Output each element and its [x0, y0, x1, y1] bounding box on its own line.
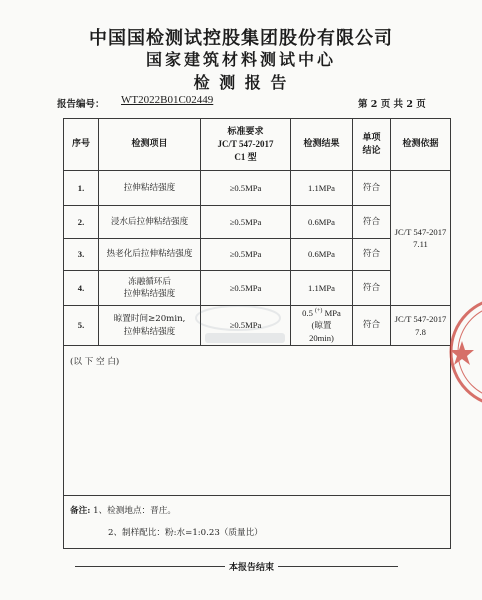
header-standard-line: 标准要求 — [227, 126, 264, 137]
row-item — [99, 171, 201, 206]
table-row — [64, 306, 451, 346]
row-item — [99, 306, 201, 346]
page-info: 第 2 页 共 2 页 — [358, 99, 426, 110]
document-title: 检 测 报 告 — [193, 73, 289, 92]
seal-star-icon — [450, 341, 474, 365]
row-item — [99, 239, 201, 271]
row-conclusion: 符合 — [353, 206, 391, 239]
remark-line — [70, 504, 450, 526]
row-number: 1. — [64, 171, 99, 206]
row-standard: ≥0.5MPa — [201, 271, 291, 306]
remarks-row — [64, 496, 451, 549]
report-number: WT2022B01C02449 — [121, 94, 214, 106]
row-number: 5. — [64, 306, 99, 346]
center-name: 国家建筑材料测试中心 — [145, 50, 336, 69]
end-note: 本报告结束 — [229, 562, 275, 573]
table-header-row — [64, 119, 451, 171]
header-standard-line: JC/T 547-2017 — [217, 139, 274, 150]
row-standard: ≥0.5MPa — [201, 306, 291, 346]
basis-line: 7.11 — [413, 239, 428, 249]
end-rule-left — [75, 566, 225, 567]
company-name: 中国国检测试控股集团股份有限公司 — [89, 28, 393, 49]
row-result: 0.6MPa — [291, 239, 353, 271]
row-item-line: 拉伸粘结强度 — [123, 182, 176, 193]
header-basis: 检测依据 — [391, 119, 451, 171]
row-standard: ≥0.5MPa — [201, 206, 291, 239]
seal-ring — [451, 298, 482, 406]
row-result-superscript: (+) — [315, 308, 323, 315]
remark-text: 2、制样配比：粉:水=1:0.23（质量比） — [108, 528, 263, 538]
row-item-line: 拉伸粘结强度 — [123, 326, 176, 337]
row-standard: ≥0.5MPa — [201, 171, 291, 206]
row-conclusion: 符合 — [353, 171, 391, 206]
remarks-label: 备注: — [70, 506, 91, 516]
row-number: 2. — [64, 206, 99, 239]
row-result: 0.6MPa — [291, 206, 353, 239]
row-result: 1.1MPa — [291, 271, 353, 306]
header-standard-line: C1 型 — [234, 151, 257, 162]
row-item-line: 浸水后拉伸粘结强度 — [110, 216, 189, 227]
row-number: 3. — [64, 239, 99, 271]
report-number-label: 报告编号： — [57, 99, 105, 110]
row-result-note: (晾置 — [311, 320, 332, 331]
header-conclusion-line: 单项 — [362, 132, 381, 143]
row-result-value-line — [291, 307, 352, 319]
row-result: 1.1MPa — [291, 171, 353, 206]
blank-row — [64, 346, 451, 496]
row-item-line: 拉伸粘结强度 — [123, 289, 176, 299]
row-standard: ≥0.5MPa — [201, 239, 291, 271]
row-item-line: 晾置时间≥20min, — [113, 314, 186, 325]
header-conclusion-line: 结论 — [362, 145, 381, 156]
row-result-value: 0.5 — [302, 308, 313, 319]
row-item — [99, 271, 201, 306]
remark-text: 1、检测地点：晋庄。 — [93, 506, 176, 516]
seal-inner-ring — [458, 305, 482, 399]
end-rule-right — [278, 566, 398, 567]
row-item-line: 冻融循环后 — [128, 276, 171, 287]
row-item-line: 热老化后拉伸粘结强度 — [106, 249, 193, 260]
row-result-unit: MPa — [324, 308, 341, 319]
remarks-cell — [64, 496, 451, 549]
row-conclusion: 符合 — [353, 306, 391, 346]
remark-line — [70, 526, 450, 548]
basis-line: JC/T 547-2017 — [394, 226, 447, 237]
row-conclusion: 符合 — [353, 271, 391, 306]
header-no: 序号 — [64, 119, 99, 171]
table-row — [64, 171, 451, 206]
header-standard — [201, 119, 291, 171]
row-conclusion: 符合 — [353, 239, 391, 271]
red-seal — [450, 298, 482, 406]
row-item — [99, 206, 201, 239]
end-of-report — [75, 559, 415, 573]
blank-note: (以 下 空 白) — [64, 346, 451, 496]
header-item: 检测项目 — [99, 119, 201, 171]
row-number: 4. — [64, 271, 99, 306]
basis-group — [391, 171, 451, 306]
basis-group — [391, 306, 451, 346]
header-conclusion — [353, 119, 391, 171]
basis-line: JC/T 547-2017 — [394, 314, 447, 325]
test-results-table — [63, 118, 451, 549]
header-result: 检测结果 — [291, 119, 353, 171]
row-result-note: 20min) — [309, 332, 334, 343]
basis-line: 7.8 — [415, 326, 426, 337]
row-result — [291, 306, 353, 346]
